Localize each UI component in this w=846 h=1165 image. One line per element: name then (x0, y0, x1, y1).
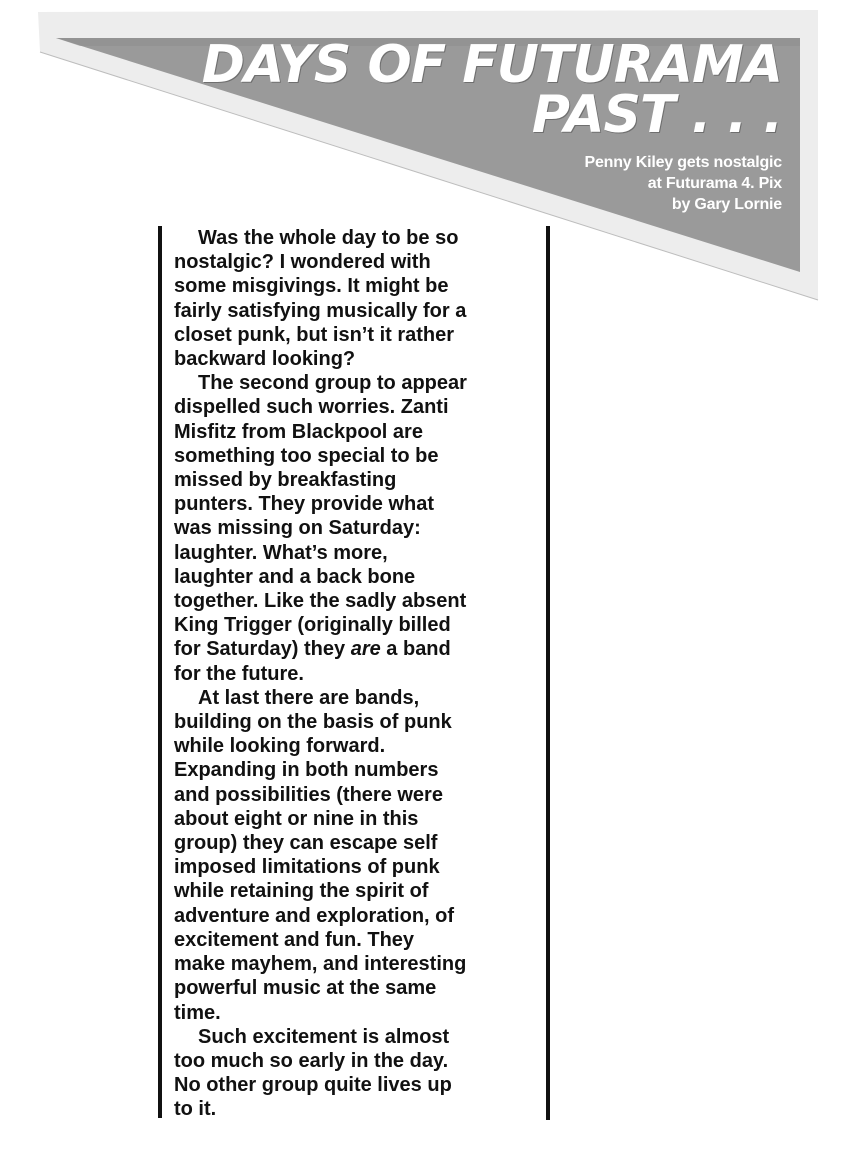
text-line: group) they can escape self (174, 832, 438, 855)
text-line: too much so early in the day. (174, 1049, 449, 1072)
text-run: a band (380, 638, 451, 661)
text-line: to it. (174, 1098, 217, 1121)
paragraph-3 (174, 686, 546, 1025)
text-line: Misfitz from Blackpool are (174, 420, 423, 443)
headline-line-2: PAST . . . (531, 85, 782, 145)
text-line: building on the basis of punk (174, 711, 452, 734)
text-line: King Trigger (originally billed (174, 614, 451, 637)
text-line: excitement and fun. They (174, 928, 415, 951)
text-line: Was the whole day to be so (198, 227, 459, 249)
paragraph-4 (174, 1025, 546, 1122)
text-line: fairly satisfying musically for a (174, 299, 467, 322)
text-line: make mayhem, and interesting (174, 953, 467, 976)
text-line: backward looking? (174, 348, 356, 371)
text-line: powerful music at the same (174, 977, 437, 1000)
text-line: for the future. (174, 662, 304, 685)
text-line: while retaining the spirit of (174, 880, 429, 903)
text-line: was missing on Saturday: (174, 517, 421, 540)
byline-line-3: by Gary Lornie (671, 196, 782, 213)
text-line: time. (174, 1001, 221, 1024)
text-line: Expanding in both numbers (174, 759, 439, 782)
byline (584, 152, 782, 215)
column-rule-left (158, 226, 162, 1118)
column-rule-right (546, 226, 550, 1120)
emphasis-are: are (350, 638, 381, 661)
text-line: At last there are bands, (198, 686, 420, 709)
text-line: something too special to be (174, 444, 439, 467)
text-line: missed by breakfasting (174, 469, 397, 492)
article-body (174, 226, 546, 1122)
text-line: punters. They provide what (174, 493, 435, 516)
text-line: laughter and a back bone (174, 565, 416, 588)
text-line: nostalgic? I wondered with (174, 251, 431, 274)
byline-line-1: Penny Kiley gets nostalgic (584, 154, 782, 171)
text-line: dispelled such worries. Zanti (174, 396, 449, 419)
text-line: and possibilities (there were (174, 783, 443, 806)
paragraph-1 (174, 226, 546, 371)
text-line: about eight or nine in this (174, 807, 419, 830)
text-line: laughter. What’s more, (174, 541, 388, 564)
text-line: imposed limitations of punk (174, 856, 440, 879)
text-line: No other group quite lives up (174, 1074, 452, 1097)
text-run: for Saturday) they (174, 638, 351, 661)
headline (201, 35, 782, 145)
paragraph-2 (174, 371, 546, 686)
headline-line-1: DAYS OF FUTURAMA (201, 35, 782, 95)
text-line: adventure and exploration, of (174, 904, 455, 927)
byline-line-2: at Futurama 4. Pix (647, 175, 782, 192)
text-line: while looking forward. (174, 735, 386, 758)
text-line: together. Like the sadly absent (174, 590, 467, 613)
text-line-mixed (174, 637, 546, 661)
text-line: some misgivings. It might be (174, 275, 449, 298)
text-line: The second group to appear (198, 372, 467, 395)
text-line: closet punk, but isn’t it rather (174, 323, 455, 346)
text-line: Such excitement is almost (198, 1025, 450, 1048)
